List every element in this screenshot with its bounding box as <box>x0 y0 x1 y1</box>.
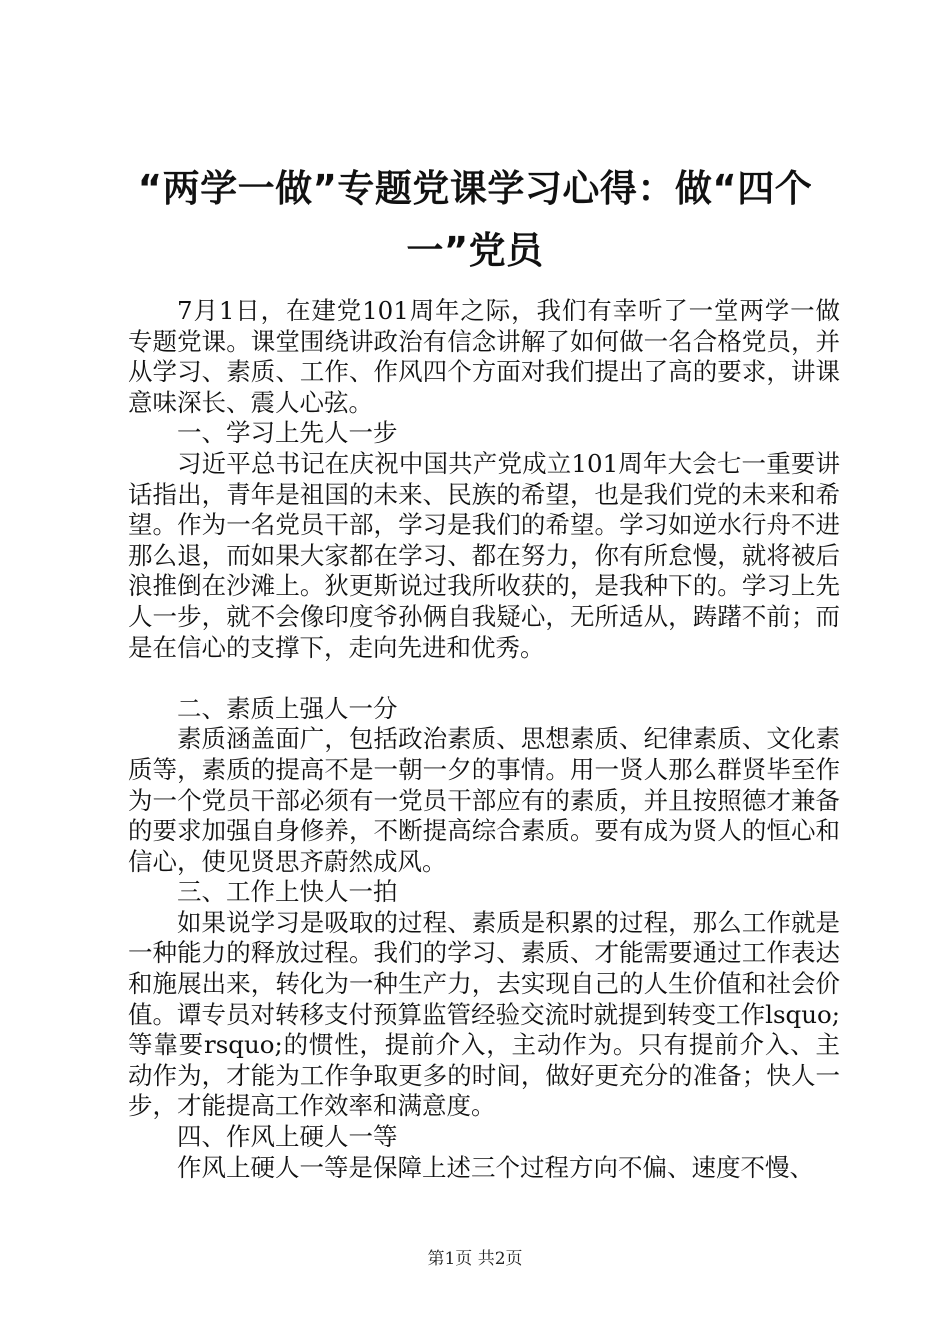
document-body <box>128 296 840 1183</box>
document-title: “两学一做”专题党课学习心得：做“四个一”党员 <box>137 167 813 272</box>
section-heading-quality: 二、素质上强人一分 <box>177 693 398 723</box>
page-footer: 第1页 共2页 <box>427 1249 523 1269</box>
section-paragraph-work: 如果说学习是吸取的过程、素质是积累的过程，那么工作就是一种能力的释放过程。我们的学习、素质、才能需要通过工作表达和施展出来，转化为一种生产力，去实现自己的人生价值和社会价值。谭专员对转移支付预算监管经验交流时就提到转变工作lsquo;等靠要rsquo;的惯性，提前介入，主动作为。只有提前介入、主动作为，才能为工作争取更多的时间，做好更充分的准备；快人一步，才能提高工作效率和满意度。 <box>128 907 840 1121</box>
section-paragraph-quality: 素质涵盖面广，包括政治素质、思想素质、纪律素质、文化素质等，素质的提高不是一朝一夕的事情。用一贤人那么群贤毕至作为一个党员干部必须有一党员干部应有的素质，并且按照德才兼备的要求加强自身修养，不断提高综合素质。要有成为贤人的恒心和信心，使见贤思齐蔚然成风。 <box>128 724 840 876</box>
intro-paragraph: 7月1日，在建党101周年之际，我们有幸听了一堂两学一做专题党课。课堂围绕讲政治有信念讲解了如何做一名合格党员，并从学习、素质、工作、作风四个方面对我们提出了高的要求，讲课意味深长、震人心弦。 <box>128 296 840 417</box>
section-paragraph-study: 习近平总书记在庆祝中国共产党成立101周年大会七一重要讲话指出，青年是祖国的未来、民族的希望，也是我们党的未来和希望。作为一名党员干部，学习是我们的希望。学习如逆水行舟不进那么退，而如果大家都在学习、都在努力，你有所怠慢，就将被后浪推倒在沙滩上。狄更斯说过我所收获的，是我种下的。学习上先人一步，就不会像印度爷孙俩自我疑心，无所适从，踌躇不前；而是在信心的支撑下，走向先进和优秀。 <box>128 448 840 662</box>
section-heading-study: 一、学习上先人一步 <box>177 418 398 448</box>
section-heading-work: 三、工作上快人一拍 <box>177 877 398 907</box>
section-paragraph-style: 作风上硬人一等是保障上述三个过程方向不偏、速度不慢、 <box>177 1152 814 1182</box>
blank-line <box>128 663 840 694</box>
section-heading-style: 四、作风上硬人一等 <box>177 1122 398 1152</box>
